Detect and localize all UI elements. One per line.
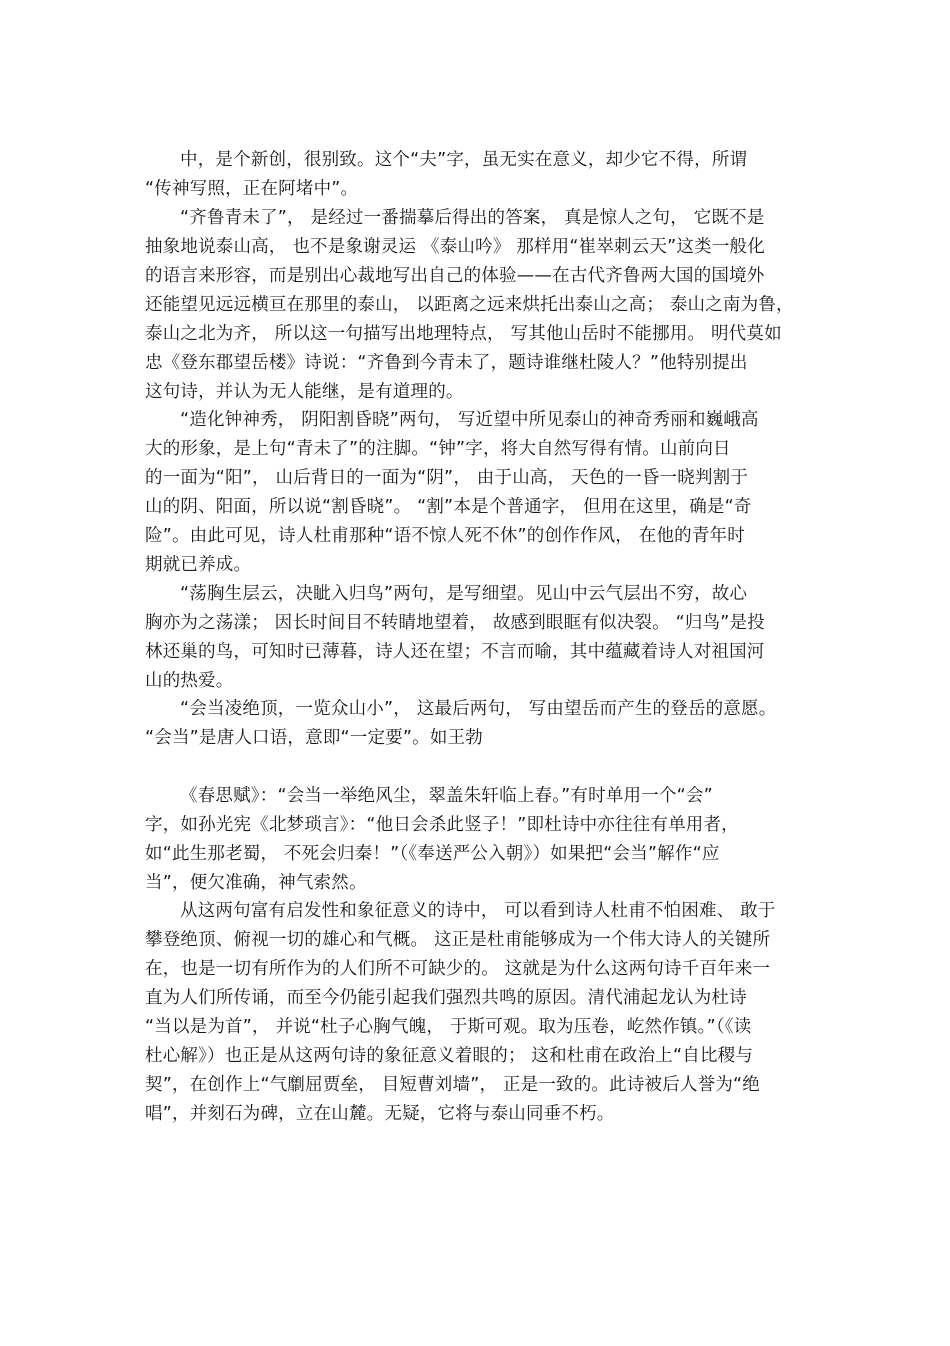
text-line: 的一面为“阳”， 山后背日的一面为“阴”， 由于山高， 天色的一昏一晓判割于 [145, 468, 749, 488]
text-line: 大的形象，是上句“青未了”的注脚。“钟”字，将大自然写得有情。山前向日 [145, 439, 731, 459]
text-line: 忠《登东郡望岳楼》诗说：“齐鲁到今青未了，题诗谁继杜陵人？”他特别提出 [145, 353, 748, 373]
text-line: 期就已养成。 [145, 555, 252, 575]
text-line: 泰山之北为齐， 所以这一句描写出地理特点， 写其他山岳时不能挪用。 明代莫如 [145, 324, 782, 344]
text-line: 还能望见远远横亘在那里的泰山， 以距离之远来烘托出泰山之高； 泰山之南为鲁， [145, 295, 794, 315]
text-line: “造化钟神秀， 阴阳割昏晓”两句， 写近望中所见泰山的神奇秀丽和巍峨高 [180, 410, 759, 430]
text-line: 林还巢的鸟，可知时已薄暮，诗人还在望；不言而喻，其中蕴藏着诗人对祖国河 [145, 642, 765, 662]
text-line: 险”。由此可见，诗人杜甫那种“语不惊人死不休”的创作作风， 在他的青年时 [145, 526, 745, 546]
text-line: “当以是为首”， 并说“杜子心胸气魄， 于斯可观。取为压卷，屹然作镇。”（《读 [145, 1017, 752, 1037]
text-line: “传神写照，正在阿堵中”。 [145, 179, 359, 199]
text-line: 杜心解》）也正是从这两句诗的象征意义着眼的； 这和杜甫在政治上“自比稷与 [145, 1046, 754, 1066]
text-line: 直为人们所传诵，而至今仍能引起我们强烈共鸣的原因。清代浦起龙认为杜诗 [145, 988, 747, 1008]
text-line: “会当”是唐人口语，意即“一定要”。如王勃 [145, 728, 483, 748]
text-line: 山的热爱。 [145, 671, 234, 691]
text-line: 契”，在创作上“气劘屈贾垒， 目短曹刘墙”， 正是一致的。此诗被后人誉为“绝 [145, 1075, 760, 1095]
text-line: 《春思赋》：“会当一举绝风尘，翠盖朱轩临上春。”有时单用一个“会” [180, 786, 713, 806]
text-line: 如“此生那老蜀， 不死会归秦！”（《奉送严公入朝》）如果把“会当”解作“应 [145, 844, 720, 864]
text-line: 的语言来形容，而是别出心裁地写出自己的体验——在古代齐鲁两大国的国境外 [145, 266, 765, 286]
text-line: “会当凌绝顶，一览众山小”， 这最后两句， 写由望岳而产生的登岳的意愿。 [180, 699, 777, 719]
text-line: 抽象地说泰山高， 也不是象谢灵运 《泰山吟》 那样用“崔崒刺云天”这类一般化 [145, 237, 765, 257]
text-line: 从这两句富有启发性和象征意义的诗中， 可以看到诗人杜甫不怕困难、 敢于 [180, 901, 776, 921]
text-line: 当”，便欠准确，神气索然。 [145, 873, 367, 893]
text-line: 中，是个新创，很别致。这个“夫”字，虽无实在意义，却少它不得，所谓 [180, 150, 748, 170]
text-line: 山的阴、阳面，所以说“割昏晓”。 “割”本是个普通字， 但用在这里，确是“奇 [145, 497, 752, 517]
text-line: 这句诗，并认为无人能继，是有道理的。 [145, 382, 464, 402]
text-line: 字，如孙光宪《北梦琐言》：“他日会杀此竖子！”即杜诗中亦往往有单用者， [145, 815, 739, 835]
text-line: 在，也是一切有所作为的人们所不可缺少的。 这就是为什么这两句诗千百年来一 [145, 959, 771, 979]
text-line: “齐鲁青未了”， 是经过一番揣摹后得出的答案， 真是惊人之句， 它既不是 [180, 208, 765, 228]
text-line: 唱”，并刻石为碑，立在山麓。无疑，它将与泰山同垂不朽。 [145, 1104, 615, 1124]
text-line: 攀登绝顶、俯视一切的雄心和气概。 这正是杜甫能够成为一个伟大诗人的关键所 [145, 930, 771, 950]
text-line: 胸亦为之荡漾； 因长时间目不转睛地望着， 故感到眼眶有似决裂。 “归鸟”是投 [145, 613, 765, 633]
text-line: “荡胸生层云，决眦入归鸟”两句，是写细望。见山中云气层出不穷，故心 [180, 584, 748, 604]
